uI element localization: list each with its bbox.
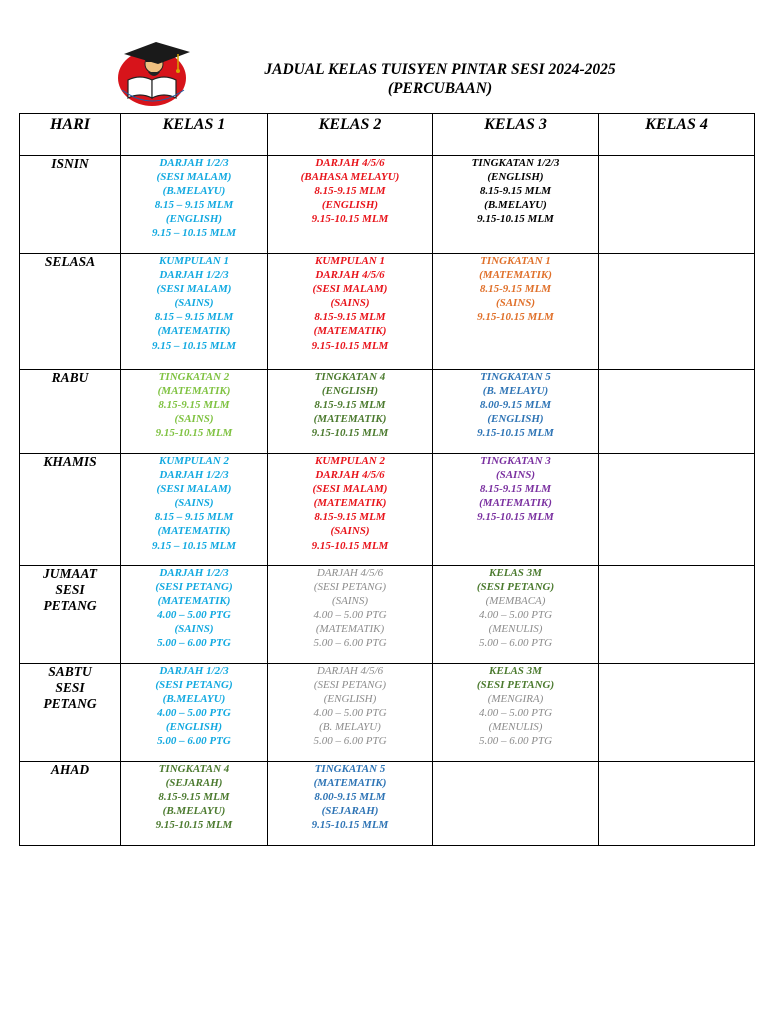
class-line: 4.00 – 5.00 PTG — [157, 609, 231, 622]
class-line: 8.15 – 9.15 MLM — [154, 511, 234, 524]
class-line: (MATEMATIK) — [157, 385, 231, 398]
class-line: (B.MELAYU) — [484, 199, 547, 212]
class-line: DARJAH 4/5/6 — [315, 157, 385, 169]
class-line: 8.00-9.15 MLM — [479, 399, 552, 412]
day-cell — [20, 566, 121, 664]
class-line: 9.15 – 10.15 MLM — [151, 539, 237, 552]
class-line: TINGKATAN 5 — [480, 371, 551, 383]
class-line: (SEJARAH) — [321, 805, 379, 818]
table-row — [20, 762, 755, 846]
day-cell — [20, 454, 121, 566]
day-label: AHAD — [50, 762, 90, 777]
class-line: (MATEMATIK) — [313, 325, 387, 338]
class-line: TINGKATAN 1 — [480, 255, 551, 267]
class-line: (ENGLISH) — [487, 413, 544, 426]
class-cell-kelas-1 — [121, 664, 268, 762]
header-kelas-2: KELAS 2 — [268, 114, 433, 156]
class-line: 8.15-9.15 MLM — [158, 399, 230, 412]
class-line: 8.15-9.15 MLM — [314, 511, 386, 524]
day-label: SELASA — [44, 254, 96, 269]
class-cell-kelas-3 — [433, 254, 599, 370]
class-line: (B.MELAYU) — [162, 693, 226, 706]
class-line: 8.15-9.15 MLM — [314, 399, 386, 412]
class-line: 8.15-9.15 MLM — [314, 311, 386, 324]
class-line: (ENGLISH) — [165, 213, 223, 226]
class-line: 8.15-9.15 MLM — [479, 483, 552, 496]
class-line: (SESI MALAM) — [312, 483, 388, 496]
class-line: 9.15-10.15 MLM — [477, 213, 554, 226]
class-line: TINGKATAN 5 — [314, 763, 386, 775]
class-line: (SAINS) — [174, 297, 214, 310]
day-label: RABU — [51, 370, 89, 385]
class-line: (SAINS) — [174, 413, 214, 426]
header-kelas-1: KELAS 1 — [121, 114, 268, 156]
class-line: DARJAH 4/5/6 — [315, 469, 385, 482]
class-line: (SESI MALAM) — [156, 171, 232, 184]
class-line: (SESI PETANG) — [313, 581, 387, 594]
class-line: 9.15-10.15 MLM — [311, 339, 389, 352]
class-cell-kelas-4 — [599, 664, 755, 762]
class-line: 9.15-10.15 MLM — [311, 539, 389, 552]
table-row — [20, 566, 755, 664]
day-cell — [20, 156, 121, 254]
class-line: (SESI PETANG) — [313, 679, 387, 692]
class-line: (SESI MALAM) — [156, 283, 232, 296]
class-cell-kelas-4 — [599, 254, 755, 370]
class-cell-kelas-1 — [121, 156, 268, 254]
class-line: 9.15-10.15 MLM — [311, 427, 389, 440]
class-line: DARJAH 1/2/3 — [159, 567, 229, 579]
day-label: PETANG — [43, 696, 97, 711]
class-line: DARJAH 1/2/3 — [159, 157, 229, 169]
class-line: TINGKATAN 4 — [158, 763, 230, 775]
table-row — [20, 156, 755, 254]
day-label: PETANG — [43, 598, 97, 613]
class-line: 9.15-10.15 MLM — [311, 213, 389, 226]
class-line: (SAINS) — [331, 595, 369, 608]
class-line: (ENGLISH) — [321, 385, 379, 398]
class-line: (ENGLISH) — [165, 721, 223, 734]
class-cell-kelas-2 — [268, 254, 433, 370]
class-cell-kelas-4 — [599, 156, 755, 254]
class-line: (MATEMATIK) — [313, 777, 387, 790]
class-line: 9.15 – 10.15 MLM — [151, 339, 237, 352]
class-line: TINGKATAN 3 — [480, 455, 551, 467]
class-line: KUMPULAN 1 — [159, 255, 229, 267]
class-line: 5.00 – 6.00 PTG — [478, 735, 553, 748]
table-row — [20, 370, 755, 454]
class-cell-kelas-3 — [433, 370, 599, 454]
class-line: 5.00 – 6.00 PTG — [478, 637, 553, 650]
class-line: DARJAH 4/5/6 — [315, 269, 385, 282]
table-header-row — [20, 114, 755, 156]
class-line: 9.15 – 10.15 MLM — [151, 227, 237, 240]
class-line: (SESI MALAM) — [156, 483, 232, 496]
day-cell — [20, 664, 121, 762]
class-schedule-table — [19, 113, 755, 846]
class-line: (BAHASA MELAYU) — [300, 171, 400, 184]
class-cell-kelas-4 — [599, 370, 755, 454]
class-line: 8.15-9.15 MLM — [158, 791, 230, 804]
class-line: 9.15-10.15 MLM — [155, 427, 233, 440]
document-title — [200, 60, 680, 98]
header-hari: HARI — [20, 114, 121, 156]
day-label: ISNIN — [51, 156, 89, 171]
class-line: (MEMBACA) — [485, 595, 546, 608]
class-line: 8.15-9.15 MLM — [479, 185, 552, 198]
class-cell-kelas-2 — [268, 762, 433, 846]
day-cell — [20, 762, 121, 846]
class-cell-kelas-3 — [433, 454, 599, 566]
class-cell-kelas-1 — [121, 762, 268, 846]
class-cell-kelas-2 — [268, 454, 433, 566]
class-line: (MATEMATIK) — [313, 497, 387, 510]
day-label: KHAMIS — [43, 454, 97, 469]
class-line: (MATEMATIK) — [157, 325, 231, 338]
class-cell-kelas-2 — [268, 370, 433, 454]
class-line: 4.00 – 5.00 PTG — [478, 609, 553, 622]
class-line: 9.15-10.15 MLM — [477, 511, 554, 524]
class-line: 5.00 – 6.00 PTG — [313, 735, 387, 748]
class-line: (B.MELAYU) — [162, 805, 226, 818]
class-cell-kelas-2 — [268, 566, 433, 664]
class-line: 4.00 – 5.00 PTG — [478, 707, 553, 720]
class-line: 9.15-10.15 MLM — [477, 427, 554, 440]
class-line: (MATEMATIK) — [313, 413, 387, 426]
title-line-2: (PERCUBAAN) — [387, 80, 493, 97]
class-line: 4.00 – 5.00 PTG — [313, 609, 387, 622]
class-cell-kelas-2 — [268, 156, 433, 254]
class-line: (MATEMATIK) — [479, 269, 552, 282]
class-line: 8.00-9.15 MLM — [314, 791, 386, 804]
day-label: SESI — [55, 680, 85, 695]
class-line: (B. MELAYU) — [482, 385, 549, 398]
tuition-centre-logo — [112, 36, 202, 108]
class-line: (SAINS) — [330, 297, 370, 310]
class-line: (MENGIRA) — [487, 693, 544, 706]
class-cell-kelas-4 — [599, 566, 755, 664]
class-line: (SEJARAH) — [165, 777, 223, 790]
class-line: KELAS 3M — [489, 665, 542, 677]
class-line: KUMPULAN 1 — [315, 255, 385, 267]
class-line: KELAS 3M — [489, 567, 542, 579]
class-cell-kelas-4 — [599, 762, 755, 846]
class-line: (SESI PETANG) — [155, 581, 233, 594]
class-line: (SESI PETANG) — [155, 679, 233, 692]
class-line: DARJAH 1/2/3 — [159, 665, 229, 677]
class-line: TINGKATAN 1/2/3 — [471, 157, 560, 169]
class-line: (MATEMATIK) — [157, 525, 231, 538]
class-line: (SAINS) — [174, 623, 214, 636]
class-line: KUMPULAN 2 — [315, 455, 385, 467]
day-cell — [20, 370, 121, 454]
class-cell-kelas-1 — [121, 566, 268, 664]
class-line: (MATEMATIK) — [315, 623, 385, 636]
class-line: 5.00 – 6.00 PTG — [157, 637, 231, 650]
table-row — [20, 664, 755, 762]
class-line: 8.15 – 9.15 MLM — [154, 199, 234, 212]
day-cell — [20, 254, 121, 370]
class-line: TINGKATAN 4 — [314, 371, 386, 383]
header-kelas-3: KELAS 3 — [433, 114, 599, 156]
class-line: 8.15 – 9.15 MLM — [154, 311, 234, 324]
class-cell-kelas-1 — [121, 454, 268, 566]
class-line: TINGKATAN 2 — [158, 371, 230, 383]
class-line: 8.15-9.15 MLM — [314, 185, 386, 198]
day-label: JUMAAT — [42, 566, 97, 581]
class-line: (SAINS) — [174, 497, 214, 510]
class-cell-kelas-3 — [433, 762, 599, 846]
day-label: SABTU — [48, 664, 92, 679]
class-line: 5.00 – 6.00 PTG — [157, 735, 231, 748]
class-line: (SAINS) — [495, 469, 536, 482]
class-line: 8.15-9.15 MLM — [479, 283, 552, 296]
table-row — [20, 254, 755, 370]
class-cell-kelas-4 — [599, 454, 755, 566]
class-line: (SAINS) — [495, 297, 536, 310]
class-line: 4.00 – 5.00 PTG — [313, 707, 387, 720]
class-line: (SAINS) — [330, 525, 370, 538]
title-line-1: JADUAL KELAS TUISYEN PINTAR SESI 2024-2025 — [264, 61, 616, 78]
header-kelas-4: KELAS 4 — [599, 114, 755, 156]
class-line: DARJAH 1/2/3 — [159, 469, 229, 482]
class-cell-kelas-3 — [433, 566, 599, 664]
class-line: (SESI PETANG) — [476, 679, 555, 692]
class-line: (B. MELAYU) — [319, 721, 381, 734]
class-cell-kelas-3 — [433, 664, 599, 762]
class-line: 9.15-10.15 MLM — [477, 311, 554, 324]
class-cell-kelas-1 — [121, 254, 268, 370]
class-line: (SESI PETANG) — [476, 581, 555, 594]
class-cell-kelas-2 — [268, 664, 433, 762]
class-line: (ENGLISH) — [487, 171, 544, 184]
class-line: 9.15-10.15 MLM — [311, 819, 389, 832]
class-cell-kelas-1 — [121, 370, 268, 454]
class-line: (ENGLISH) — [321, 199, 379, 212]
class-line: (MENULIS) — [488, 623, 543, 636]
table-row — [20, 454, 755, 566]
class-line: (MATEMATIK) — [479, 497, 552, 510]
class-line: 4.00 – 5.00 PTG — [157, 707, 231, 720]
class-line: DARJAH 4/5/6 — [316, 567, 384, 579]
graduation-cap-book-logo-icon — [112, 36, 202, 108]
day-label: SESI — [55, 582, 85, 597]
class-line: (SESI MALAM) — [312, 283, 388, 296]
class-line: (MENULIS) — [488, 721, 543, 734]
class-line: (B.MELAYU) — [162, 185, 226, 198]
class-line: (MATEMATIK) — [157, 595, 231, 608]
class-line: DARJAH 1/2/3 — [159, 269, 229, 282]
class-line: (ENGLISH) — [323, 693, 377, 706]
class-line: 5.00 – 6.00 PTG — [313, 637, 387, 650]
class-line: 9.15-10.15 MLM — [155, 819, 233, 832]
class-line: DARJAH 4/5/6 — [316, 665, 384, 677]
class-cell-kelas-3 — [433, 156, 599, 254]
class-line: KUMPULAN 2 — [159, 455, 229, 467]
